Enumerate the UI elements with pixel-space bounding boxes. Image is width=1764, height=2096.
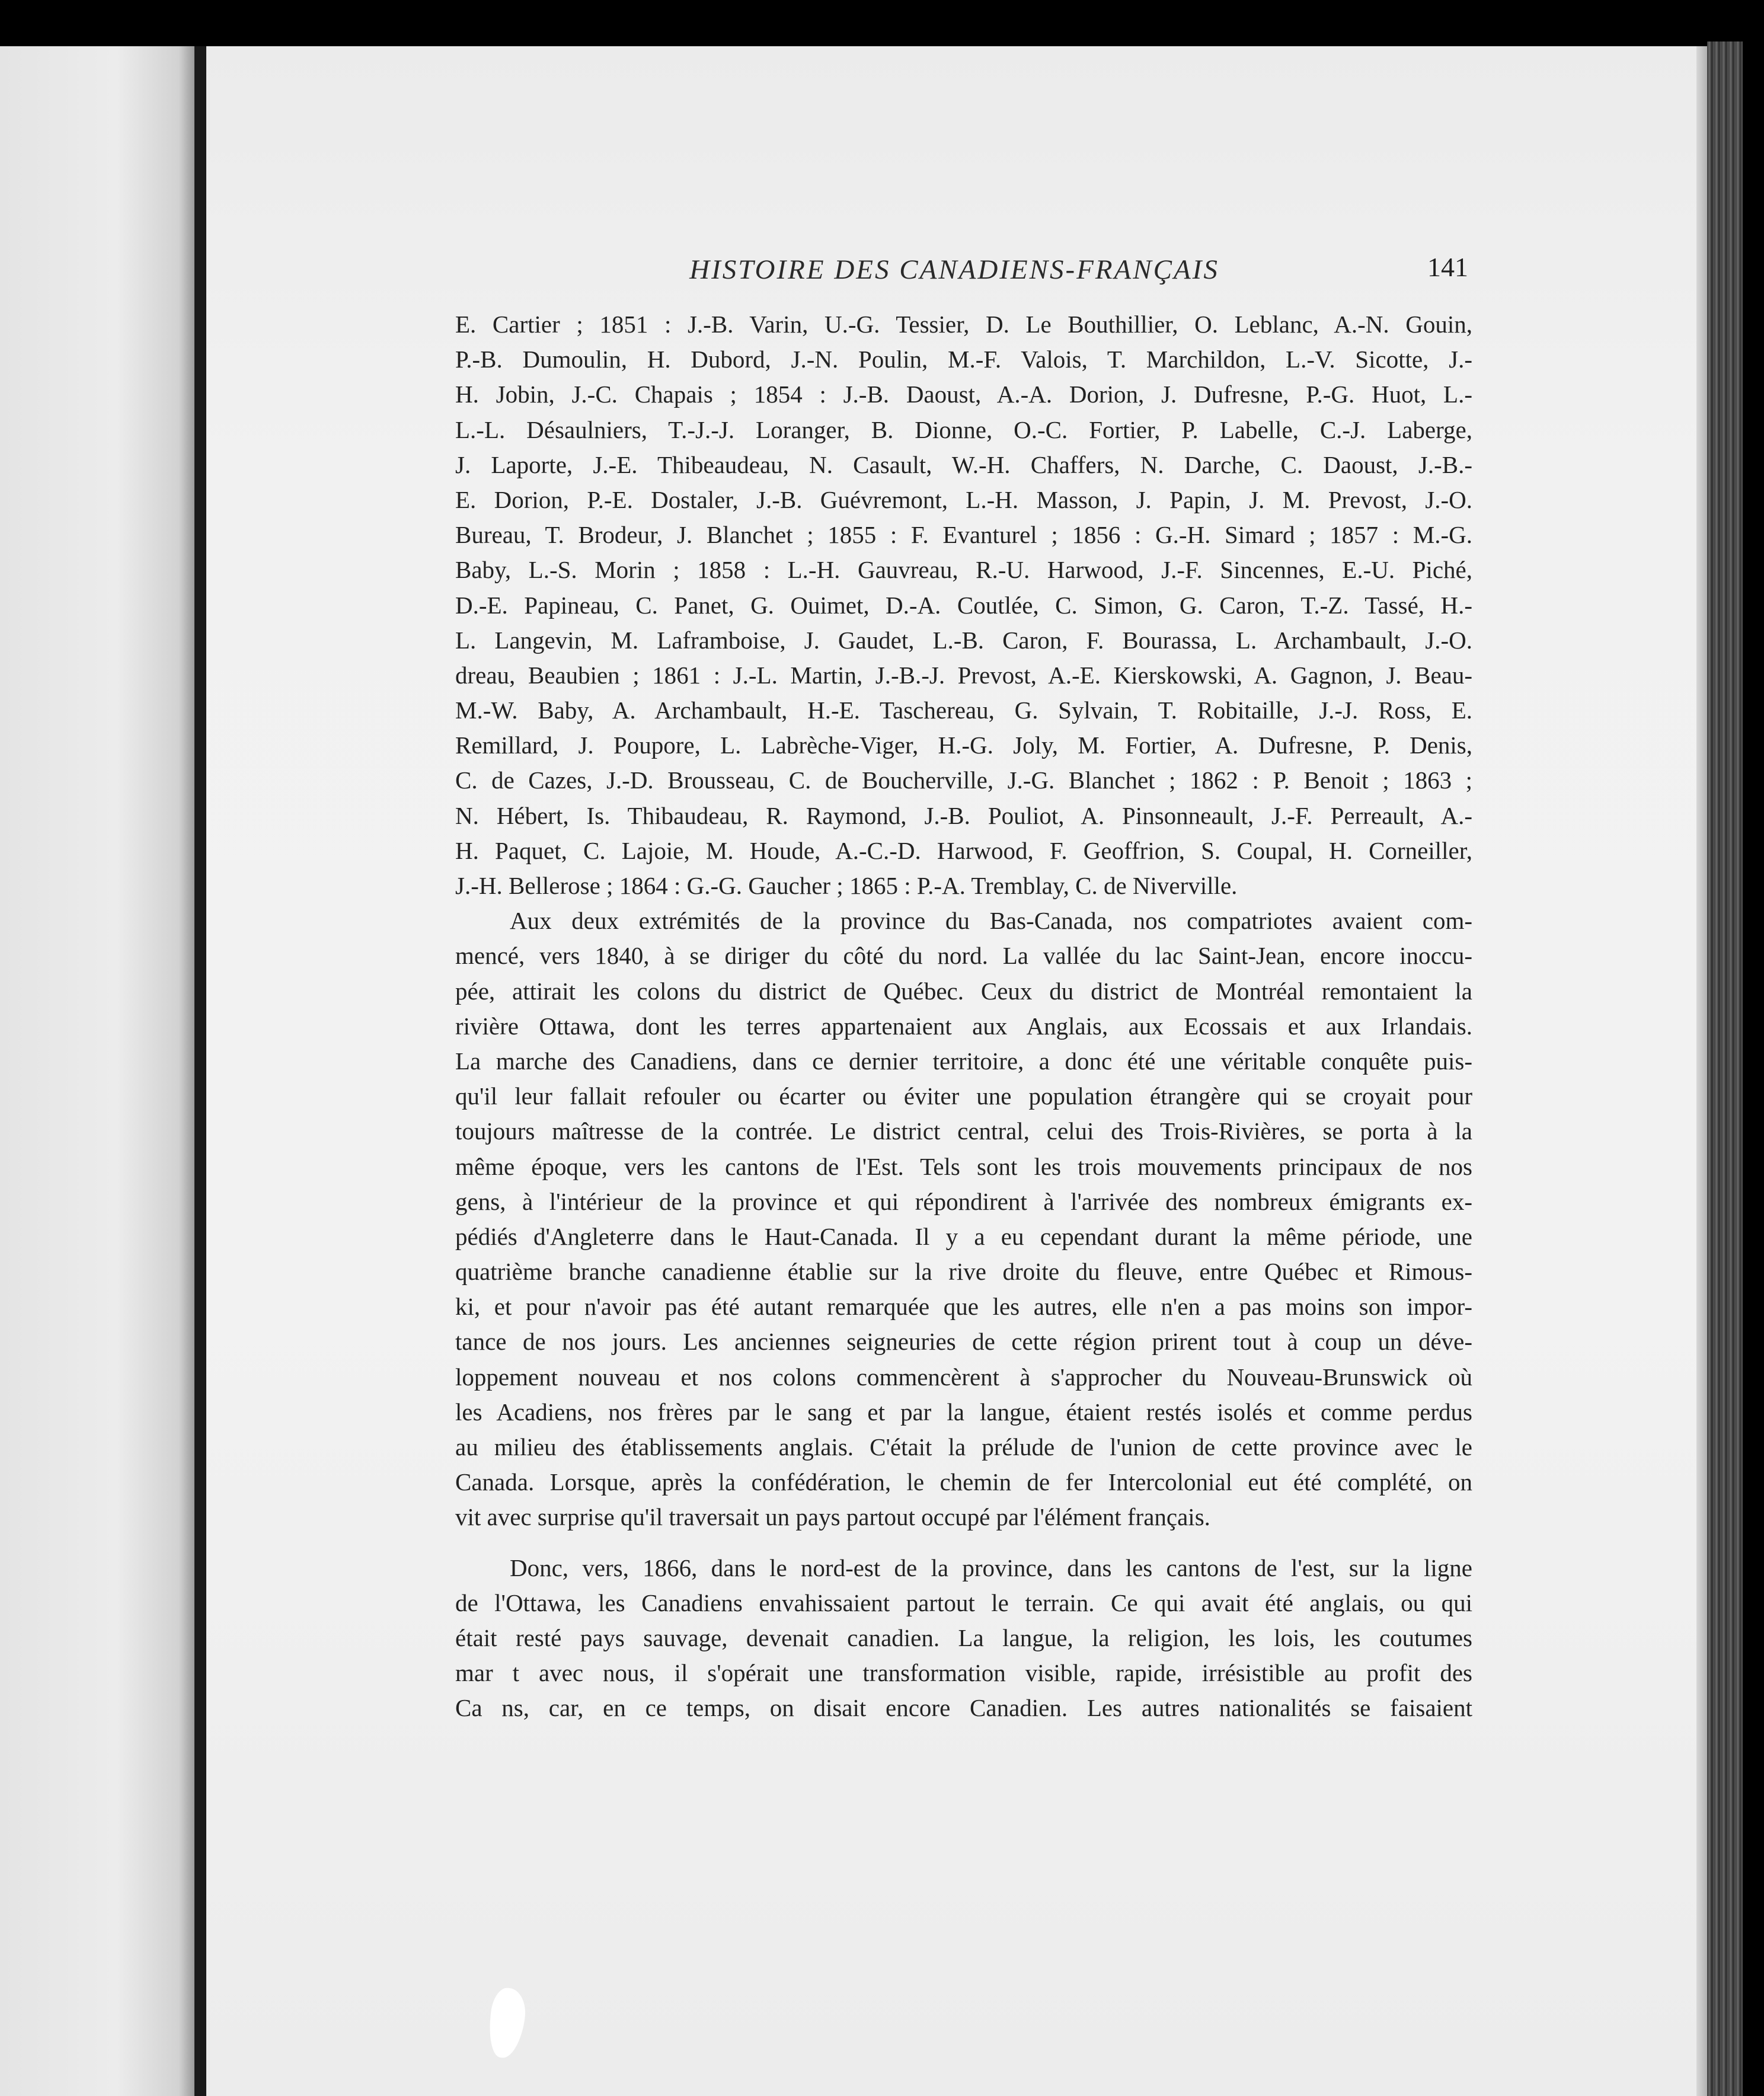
text-line: mencé, vers 1840, à se diriger du côté du nord. La vallée du lac Saint-Jean, encore inoccu- bbox=[455, 942, 1472, 970]
text-line: D.-E. Papineau, C. Panet, G. Ouimet, D.-A. Coutlée, C. Simon, G. Caron, T.-Z. Tassé, H.- bbox=[455, 591, 1472, 619]
text-line: toujours maîtresse de la contrée. Le district central, celui des Trois-Rivières, se porta à la bbox=[455, 1117, 1472, 1145]
running-title: HISTOIRE DES CANADIENS-FRANÇAIS bbox=[689, 254, 1219, 285]
text-line: E. Cartier ; 1851 : J.-B. Varin, U.-G. Tessier, D. Le Bouthillier, O. Leblanc, A.-N. Gouin, bbox=[455, 311, 1472, 338]
text-line: quatrième branche canadienne établie sur la rive droite du fleuve, entre Québec et Rimous- bbox=[455, 1258, 1472, 1286]
text-line: L.-L. Désaulniers, T.-J.-J. Loranger, B. Dionne, O.-C. Fortier, P. Labelle, C.-J. Laberge, bbox=[455, 416, 1472, 443]
text-line: ki, et pour n'avoir pas été autant remarquée que les autres, elle n'en a pas moins son impor- bbox=[455, 1293, 1472, 1321]
paragraph-gap bbox=[455, 1535, 1472, 1551]
text-line: pée, attirait les colons du district de Québec. Ceux du district de Montréal remontaient la bbox=[455, 977, 1472, 1005]
text-line: Bureau, T. Brodeur, J. Blanchet ; 1855 : F. Evanturel ; 1856 : G.-H. Simard ; 1857 : M.-G. bbox=[455, 521, 1472, 549]
text-line: La marche des Canadiens, dans ce dernier territoire, a donc été une véritable conquête puis- bbox=[455, 1047, 1472, 1075]
text-line: tance de nos jours. Les anciennes seigneuries de cette région prirent tout à coup un déve- bbox=[455, 1328, 1472, 1356]
body-text bbox=[455, 307, 1472, 1726]
text-line: Remillard, J. Poupore, L. Labrèche-Viger, H.-G. Joly, M. Fortier, A. Dufresne, P. Denis, bbox=[455, 731, 1472, 759]
text-line: E. Dorion, P.-E. Dostaler, J.-B. Guévremont, L.-H. Masson, J. Papin, J. M. Prevost, J.-O. bbox=[455, 485, 1472, 513]
text-line: C. de Cazes, J.-D. Brousseau, C. de Boucherville, J.-G. Blanchet ; 1862 : P. Benoit ; 1863 ; bbox=[455, 766, 1472, 794]
text-line: Canada. Lorsque, après la confédération, le chemin de fer Intercolonial eut été complété, on bbox=[455, 1468, 1472, 1496]
text-line: qu'il leur fallait refouler ou écarter ou éviter une population étrangère qui se croyait pour bbox=[455, 1082, 1472, 1110]
text-line: mar t avec nous, il s'opérait une transformation visible, rapide, irrésistible au profit des bbox=[455, 1659, 1472, 1687]
text-line: H. Paquet, C. Lajoie, M. Houde, A.-C.-D. Harwood, F. Geoffrion, S. Coupal, H. Corneiller, bbox=[455, 836, 1472, 864]
paragraph-colonization bbox=[455, 903, 1472, 1535]
book-edge bbox=[1707, 41, 1743, 2096]
paragraph-names-list bbox=[455, 307, 1472, 903]
binding-gutter bbox=[194, 46, 206, 2096]
text-line: L. Langevin, M. Laframboise, J. Gaudet, L.-B. Caron, F. Bourassa, L. Archambault, J.-O. bbox=[455, 626, 1472, 654]
paragraph-1866 bbox=[455, 1551, 1472, 1726]
text-line: de l'Ottawa, les Canadiens envahissaient partout le terrain. Ce qui avait été anglais, ou qui bbox=[455, 1589, 1472, 1616]
text-line: J. Laporte, J.-E. Thibeaudeau, N. Casault, W.-H. Chaffers, N. Darche, C. Daoust, J.-B.- bbox=[455, 450, 1472, 478]
text-line: vit avec surprise qu'il traversait un pays partout occupé par l'élément français. bbox=[455, 1503, 1210, 1531]
page-number: 141 bbox=[1427, 252, 1468, 282]
text-line: loppement nouveau et nos colons commencèrent à s'approcher du Nouveau-Brunswick où bbox=[455, 1363, 1472, 1391]
text-line: Aux deux extrémités de la province du Bas-Canada, nos compatriotes avaient com- bbox=[510, 907, 1472, 935]
text-line: les Acadiens, nos frères par le sang et par la langue, étaient restés isolés et comme perdus bbox=[455, 1398, 1472, 1426]
text-line: H. Jobin, J.-C. Chapais ; 1854 : J.-B. Daoust, A.-A. Dorion, J. Dufresne, P.-G. Huot, L.- bbox=[455, 381, 1472, 408]
text-line: au milieu des établissements anglais. C'était la prélude de l'union de cette province avec le bbox=[455, 1433, 1472, 1461]
text-line: était resté pays sauvage, devenait canadien. La langue, la religion, les lois, les coutumes bbox=[455, 1624, 1472, 1651]
text-line: P.-B. Dumoulin, H. Dubord, J.-N. Poulin, M.-F. Valois, T. Marchildon, L.-V. Sicotte, J.- bbox=[455, 346, 1472, 373]
text-line: M.-W. Baby, A. Archambault, H.-E. Taschereau, G. Sylvain, T. Robitaille, J.-J. Ross, E. bbox=[455, 696, 1472, 724]
text-line: dreau, Beaubien ; 1861 : J.-L. Martin, J.-B.-J. Prevost, A.-E. Kierskowski, A. Gagnon, J. Beau- bbox=[455, 661, 1472, 689]
text-line: pédiés d'Angleterre dans le Haut-Canada. Il y a eu cependant durant la même période, une bbox=[455, 1222, 1472, 1250]
text-line: J.-H. Bellerose ; 1864 : G.-G. Gaucher ; 1865 : P.-A. Tremblay, C. de Niverville. bbox=[455, 872, 1238, 899]
text-line: rivière Ottawa, dont les terres appartenaient aux Anglais, aux Ecossais et aux Irlandais. bbox=[455, 1012, 1472, 1040]
text-line: N. Hébert, Is. Thibaudeau, R. Raymond, J.-B. Pouliot, A. Pinsonneault, J.-F. Perreault, A.- bbox=[455, 801, 1472, 829]
text-line: Ca ns, car, en ce temps, on disait encore Canadien. Les autres nationalités se faisaient bbox=[455, 1694, 1472, 1722]
text-line: même époque, vers les cantons de l'Est. Tels sont les trois mouvements principaux de nos bbox=[455, 1152, 1472, 1180]
text-line: Donc, vers, 1866, dans le nord-est de la province, dans les cantons de l'est, sur la ligne bbox=[510, 1554, 1472, 1581]
text-line: Baby, L.-S. Morin ; 1858 : L.-H. Gauvreau, R.-U. Harwood, J.-F. Sincennes, E.-U. Piché, bbox=[455, 556, 1472, 584]
text-line: gens, à l'intérieur de la province et qui répondirent à l'arrivée des nombreux émigrants ex- bbox=[455, 1187, 1472, 1215]
facing-page-edge bbox=[0, 46, 194, 2096]
